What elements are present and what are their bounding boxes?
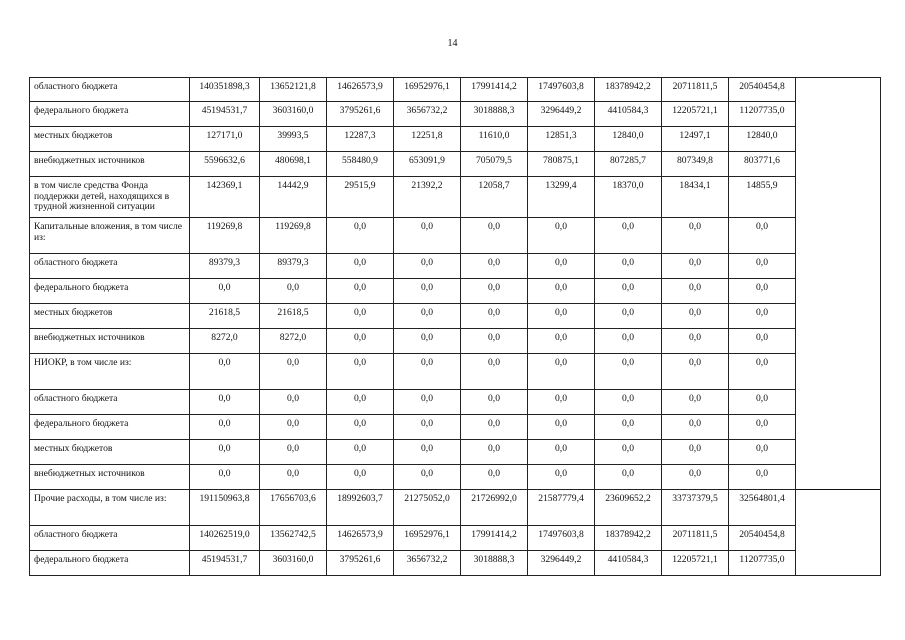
value-cell: 0,0 <box>394 415 461 440</box>
empty-cell <box>796 440 881 465</box>
value-cell: 0,0 <box>327 304 394 329</box>
value-cell: 21726992,0 <box>461 490 528 526</box>
value-cell: 3656732,2 <box>394 551 461 576</box>
value-cell: 0,0 <box>528 329 595 354</box>
value-cell: 127171,0 <box>190 127 260 152</box>
value-cell: 0,0 <box>662 354 729 390</box>
value-cell: 0,0 <box>662 304 729 329</box>
row-label: Прочие расходы, в том числе из: <box>30 490 190 526</box>
table-row <box>30 218 881 254</box>
value-cell: 0,0 <box>260 465 327 490</box>
row-label: внебюджетных источников <box>30 329 190 354</box>
table-row <box>30 254 881 279</box>
value-cell: 140351898,3 <box>190 78 260 102</box>
value-cell: 0,0 <box>662 329 729 354</box>
value-cell: 0,0 <box>729 465 796 490</box>
value-cell: 33737379,5 <box>662 490 729 526</box>
value-cell: 14626573,9 <box>327 78 394 102</box>
value-cell: 0,0 <box>729 304 796 329</box>
empty-cell <box>796 390 881 415</box>
value-cell: 119269,8 <box>260 218 327 254</box>
value-cell: 39993,5 <box>260 127 327 152</box>
table-row <box>30 390 881 415</box>
table-row <box>30 551 881 576</box>
empty-cell <box>796 218 881 254</box>
value-cell: 0,0 <box>595 329 662 354</box>
value-cell: 705079,5 <box>461 152 528 177</box>
table-row <box>30 78 881 102</box>
value-cell: 18378942,2 <box>595 526 662 551</box>
value-cell: 0,0 <box>394 218 461 254</box>
value-cell: 480698,1 <box>260 152 327 177</box>
row-label: областного бюджета <box>30 254 190 279</box>
value-cell: 0,0 <box>394 440 461 465</box>
value-cell: 0,0 <box>662 254 729 279</box>
value-cell: 0,0 <box>461 415 528 440</box>
value-cell: 0,0 <box>528 415 595 440</box>
value-cell: 4410584,3 <box>595 551 662 576</box>
value-cell: 13562742,5 <box>260 526 327 551</box>
value-cell: 0,0 <box>729 440 796 465</box>
table-row <box>30 440 881 465</box>
value-cell: 14442,9 <box>260 177 327 218</box>
value-cell: 12205721,1 <box>662 102 729 127</box>
value-cell: 0,0 <box>461 329 528 354</box>
value-cell: 0,0 <box>327 354 394 390</box>
value-cell: 0,0 <box>394 304 461 329</box>
value-cell: 0,0 <box>190 279 260 304</box>
value-cell: 20711811,5 <box>662 526 729 551</box>
value-cell: 0,0 <box>190 415 260 440</box>
value-cell: 0,0 <box>729 415 796 440</box>
value-cell: 0,0 <box>394 465 461 490</box>
value-cell: 0,0 <box>528 279 595 304</box>
value-cell: 0,0 <box>729 254 796 279</box>
value-cell: 13299,4 <box>528 177 595 218</box>
value-cell: 0,0 <box>461 254 528 279</box>
value-cell: 0,0 <box>595 465 662 490</box>
value-cell: 32564801,4 <box>729 490 796 526</box>
value-cell: 0,0 <box>528 354 595 390</box>
value-cell: 3795261,6 <box>327 102 394 127</box>
row-label: НИОКР, в том числе из: <box>30 354 190 390</box>
value-cell: 17656703,6 <box>260 490 327 526</box>
value-cell: 0,0 <box>595 415 662 440</box>
value-cell: 0,0 <box>394 329 461 354</box>
value-cell: 0,0 <box>190 390 260 415</box>
value-cell: 12287,3 <box>327 127 394 152</box>
value-cell: 780875,1 <box>528 152 595 177</box>
table-row <box>30 304 881 329</box>
value-cell: 0,0 <box>729 329 796 354</box>
value-cell: 0,0 <box>662 415 729 440</box>
value-cell: 0,0 <box>260 354 327 390</box>
value-cell: 0,0 <box>595 254 662 279</box>
value-cell: 558480,9 <box>327 152 394 177</box>
value-cell: 0,0 <box>528 465 595 490</box>
value-cell: 0,0 <box>595 354 662 390</box>
value-cell: 142369,1 <box>190 177 260 218</box>
budget-table <box>29 77 881 576</box>
value-cell: 12058,7 <box>461 177 528 218</box>
empty-cell <box>796 415 881 440</box>
value-cell: 0,0 <box>327 254 394 279</box>
value-cell: 89379,3 <box>260 254 327 279</box>
value-cell: 14626573,9 <box>327 526 394 551</box>
value-cell: 89379,3 <box>190 254 260 279</box>
value-cell: 3603160,0 <box>260 551 327 576</box>
row-label: федерального бюджета <box>30 279 190 304</box>
value-cell: 0,0 <box>327 465 394 490</box>
value-cell: 0,0 <box>394 354 461 390</box>
value-cell: 8272,0 <box>190 329 260 354</box>
value-cell: 140262519,0 <box>190 526 260 551</box>
value-cell: 12205721,1 <box>662 551 729 576</box>
value-cell: 0,0 <box>260 390 327 415</box>
row-label: областного бюджета <box>30 526 190 551</box>
value-cell: 45194531,7 <box>190 102 260 127</box>
value-cell: 0,0 <box>461 440 528 465</box>
table-row <box>30 415 881 440</box>
empty-cell <box>796 254 881 279</box>
value-cell: 0,0 <box>461 304 528 329</box>
value-cell: 16952976,1 <box>394 78 461 102</box>
value-cell: 21587779,4 <box>528 490 595 526</box>
value-cell: 11610,0 <box>461 127 528 152</box>
value-cell: 0,0 <box>461 390 528 415</box>
value-cell: 17991414,2 <box>461 78 528 102</box>
value-cell: 807349,8 <box>662 152 729 177</box>
value-cell: 0,0 <box>729 279 796 304</box>
table-row <box>30 127 881 152</box>
value-cell: 12251,8 <box>394 127 461 152</box>
value-cell: 0,0 <box>190 465 260 490</box>
value-cell: 18992603,7 <box>327 490 394 526</box>
value-cell: 0,0 <box>595 390 662 415</box>
value-cell: 0,0 <box>260 279 327 304</box>
table-row <box>30 279 881 304</box>
value-cell: 13652121,8 <box>260 78 327 102</box>
value-cell: 4410584,3 <box>595 102 662 127</box>
value-cell: 0,0 <box>461 279 528 304</box>
value-cell: 29515,9 <box>327 177 394 218</box>
empty-cell <box>796 152 881 177</box>
value-cell: 0,0 <box>662 218 729 254</box>
table-row <box>30 354 881 390</box>
value-cell: 3018888,3 <box>461 102 528 127</box>
table-row <box>30 465 881 490</box>
empty-cell <box>796 526 881 551</box>
row-label: областного бюджета <box>30 390 190 415</box>
value-cell: 0,0 <box>260 440 327 465</box>
value-cell: 21392,2 <box>394 177 461 218</box>
value-cell: 191150963,8 <box>190 490 260 526</box>
value-cell: 18378942,2 <box>595 78 662 102</box>
value-cell: 3656732,2 <box>394 102 461 127</box>
value-cell: 16952976,1 <box>394 526 461 551</box>
value-cell: 0,0 <box>528 254 595 279</box>
table-row <box>30 177 881 218</box>
value-cell: 0,0 <box>327 440 394 465</box>
value-cell: 0,0 <box>729 390 796 415</box>
value-cell: 0,0 <box>729 354 796 390</box>
row-label: федерального бюджета <box>30 102 190 127</box>
value-cell: 0,0 <box>729 218 796 254</box>
empty-cell <box>796 329 881 354</box>
table-row <box>30 490 881 526</box>
row-label: в том числе средства Фонда поддержки детей, находящихся в трудной жизненной ситуации <box>30 177 190 218</box>
empty-cell <box>796 551 881 576</box>
value-cell: 21618,5 <box>260 304 327 329</box>
value-cell: 0,0 <box>528 440 595 465</box>
value-cell: 0,0 <box>595 218 662 254</box>
value-cell: 12840,0 <box>729 127 796 152</box>
value-cell: 0,0 <box>528 218 595 254</box>
value-cell: 0,0 <box>190 354 260 390</box>
table-row <box>30 102 881 127</box>
row-label: областного бюджета <box>30 78 190 102</box>
value-cell: 0,0 <box>190 440 260 465</box>
value-cell: 3018888,3 <box>461 551 528 576</box>
row-label: местных бюджетов <box>30 127 190 152</box>
value-cell: 3296449,2 <box>528 551 595 576</box>
value-cell: 20540454,8 <box>729 78 796 102</box>
row-label: Капитальные вложения, в том числе из: <box>30 218 190 254</box>
value-cell: 5596632,6 <box>190 152 260 177</box>
row-label: федерального бюджета <box>30 415 190 440</box>
value-cell: 18370,0 <box>595 177 662 218</box>
table-row <box>30 152 881 177</box>
value-cell: 0,0 <box>327 329 394 354</box>
row-label: внебюджетных источников <box>30 152 190 177</box>
value-cell: 8272,0 <box>260 329 327 354</box>
value-cell: 20711811,5 <box>662 78 729 102</box>
value-cell: 0,0 <box>662 279 729 304</box>
value-cell: 0,0 <box>327 390 394 415</box>
value-cell: 803771,6 <box>729 152 796 177</box>
row-label: местных бюджетов <box>30 440 190 465</box>
empty-cell <box>796 279 881 304</box>
table-row <box>30 329 881 354</box>
value-cell: 11207735,0 <box>729 551 796 576</box>
value-cell: 0,0 <box>662 440 729 465</box>
value-cell: 0,0 <box>595 440 662 465</box>
empty-cell <box>796 304 881 329</box>
value-cell: 12840,0 <box>595 127 662 152</box>
value-cell: 18434,1 <box>662 177 729 218</box>
page-number: 14 <box>447 38 458 49</box>
value-cell: 0,0 <box>394 254 461 279</box>
value-cell: 23609652,2 <box>595 490 662 526</box>
value-cell: 0,0 <box>327 218 394 254</box>
value-cell: 653091,9 <box>394 152 461 177</box>
value-cell: 807285,7 <box>595 152 662 177</box>
empty-cell <box>796 78 881 102</box>
value-cell: 17991414,2 <box>461 526 528 551</box>
value-cell: 0,0 <box>662 390 729 415</box>
value-cell: 0,0 <box>662 465 729 490</box>
value-cell: 14855,9 <box>729 177 796 218</box>
empty-cell <box>796 354 881 390</box>
value-cell: 17497603,8 <box>528 78 595 102</box>
value-cell: 0,0 <box>595 279 662 304</box>
value-cell: 0,0 <box>394 279 461 304</box>
value-cell: 20540454,8 <box>729 526 796 551</box>
value-cell: 0,0 <box>595 304 662 329</box>
value-cell: 11207735,0 <box>729 102 796 127</box>
empty-cell <box>796 177 881 218</box>
value-cell: 21275052,0 <box>394 490 461 526</box>
table-row <box>30 526 881 551</box>
value-cell: 0,0 <box>260 415 327 440</box>
value-cell: 45194531,7 <box>190 551 260 576</box>
row-label: внебюджетных источников <box>30 465 190 490</box>
value-cell: 12851,3 <box>528 127 595 152</box>
value-cell: 12497,1 <box>662 127 729 152</box>
value-cell: 21618,5 <box>190 304 260 329</box>
row-label: федерального бюджета <box>30 551 190 576</box>
value-cell: 119269,8 <box>190 218 260 254</box>
value-cell: 0,0 <box>327 279 394 304</box>
value-cell: 3296449,2 <box>528 102 595 127</box>
row-label: местных бюджетов <box>30 304 190 329</box>
value-cell: 0,0 <box>394 390 461 415</box>
empty-cell <box>796 490 881 526</box>
value-cell: 0,0 <box>327 415 394 440</box>
value-cell: 3603160,0 <box>260 102 327 127</box>
value-cell: 0,0 <box>528 390 595 415</box>
value-cell: 0,0 <box>461 465 528 490</box>
value-cell: 17497603,8 <box>528 526 595 551</box>
empty-cell <box>796 102 881 127</box>
empty-cell <box>796 465 881 490</box>
value-cell: 3795261,6 <box>327 551 394 576</box>
empty-cell <box>796 127 881 152</box>
value-cell: 0,0 <box>461 218 528 254</box>
value-cell: 0,0 <box>528 304 595 329</box>
value-cell: 0,0 <box>461 354 528 390</box>
